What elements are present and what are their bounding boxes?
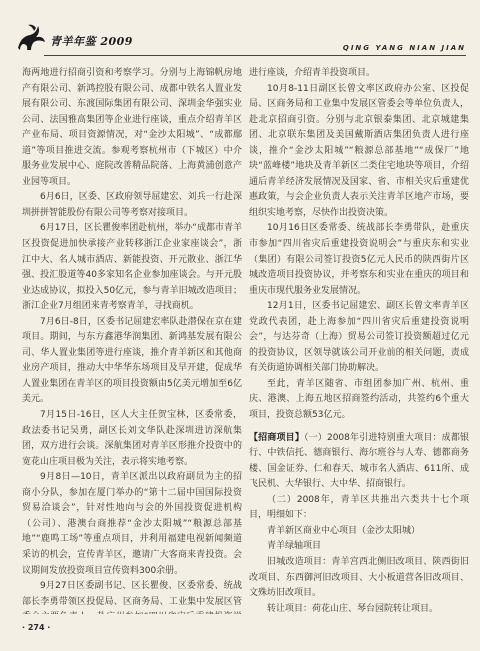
left-column: [22, 66, 242, 614]
paragraph: 9月27日区委副书记、区长瞿俊、区委常委、统战部长李勇带领区投促局、区商务局、工业集中发展区管: [22, 581, 242, 607]
paragraph: 青羊新区商业中心项目（金沙太阳城）: [267, 525, 421, 536]
paragraph: 青羊绿轴项目: [267, 541, 322, 552]
section-text: （一）2008年引进特别重大项目：成都银行、中铁信托、德商银行、海尔班谷与人寿、德都商务楼、国金证券、仁和春天、城市名人酒店、611所、成飞民机、大华银行、大中华、招商银行。: [249, 432, 469, 490]
paragraph: 10月8-11日副区长曾文率区政府办公室、区投促局、区商务局和工业集中发展区管委会等单位负责人，赴北京招商引资。分别与北京银泰集团、北京城建集团、北京联东集团及美国戴斯酒店集团负责人进行座谈，推介“金沙太阳城”“粮源总部基地”“成保厂”地块“蓝峰楼”地块及青羊新区二类住宅地块等项目，介绍通后青羊经济发展情况及国家、省、市相关灾后重建优惠政策，与会企业负责人表示关注青羊区地产市场，要组织实地考察，尽快作出投资决策。: [249, 83, 469, 218]
right-column: [249, 66, 469, 614]
header-divider: [44, 55, 466, 56]
paragraph: 9月8日—10日，青羊区派出以政府副员为主的招商小分队，参加在厦门举办的“第十二届中国国际投资贸易洽谈会”，针对性地向与会的外国投资促进机构（公司）、港澳台商推荐“金沙太阳城”“粮源总部基地”“鹿鸣工场”等重点项目，并利用福建电视新闻频道采访的机会，宣传青羊区，邀请广大客商来青投资。会议期间发放投资项目宣传资料300余册。: [22, 472, 242, 576]
paragraph: 6月17日，区长瞿俊率团赴杭州，举办“成都市青羊区投资促进加快承接产业转移浙江企业家座谈会”，浙江中大、名人城市酒店、新能投资、开元散业、浙江华强、投汇股道等40多家知名企业参加座谈会。与开元股业达成协议，拟投入50亿元，参与青羊旧城改造项目；浙江企业7月组团来青考察青羊，寻找商机。: [22, 223, 242, 312]
paragraph: 旧城改造项目：青羊宫西北侧旧改项目、陕西街旧改项目、东西御河旧改项目、大小板道营各旧改项目、文殊坊旧改项目。: [249, 556, 469, 599]
paragraph: 进行座谈，介绍青羊投资项目。: [249, 68, 376, 78]
paragraph: 至此，青羊区随省、市组团参加广州、杭州、重庆、港澳、上海五地区招商签约活动，共签约6个重大项目，投资总额53亿元。: [249, 378, 469, 421]
paragraph: （二）2008年，青羊区共推出六类共十七个项目，明细如下：: [249, 494, 469, 521]
section-tag: 【招商项目】: [249, 432, 304, 443]
page-number: · 274 ·: [22, 623, 51, 632]
paragraph: 7月6日-8日，区委书记屈建宏率队赴潜保在京在建项目。期间，与东方鑫港华润集团、新鸿基发展有限公司、华人置业集团等进行座谈，推介青羊新区和其他商业房产项目，推动大中华华东场项目及早开建，促成华人置业集团在青羊区的项目投资额由5亿美元增加至6亿美元。: [22, 316, 242, 405]
paragraph: 海两地进行招商引资和考察学习。分别与上海锦帆房地产有限公司、新鸿控股有限公司、成都中铁名人置业发展有限公司、东渡国际集团有限公司、深圳金华强实业公司、法国雅高集团等企业进行座谈，重点介绍青羊区产业布局、项目资源情况，对“金沙太阳城”、“成都鄢道”等项目推进交流。参观考察杭州市（下城区）中介服务业发展中心、庭院改善精品院落、上海黄浦创意产业园等项目。: [22, 68, 242, 187]
paragraph: 转让项目：荷花山庄、琴台园院转让项目。: [267, 603, 439, 614]
yearbook-title: 青羊年鉴 2009: [50, 35, 133, 48]
header-english-title: QING YANG NIAN JIAN: [342, 44, 466, 52]
goat-logo-icon: [14, 22, 48, 52]
paragraph: 10月16日区委常委、统战部长李勇带队，赴重庆市参加“四川省灾后重建投资说明会”与重庆东和实业（集团）有限公司签订投资5亿元人民币的陕西街片区城改造项目投资协议，并考察东和实业在重庆的项目和重庆市现代服务业发展情况。: [249, 223, 469, 296]
yearbook-logo: [14, 22, 133, 52]
paragraph: 12月1日，区委书记屈建宏、副区长曾文率青羊区党政代表团，赴上海参加“四川省灾后重建投资说明会”，与达芬奇（上海）贸易公司签订投资额超过亿元的投资协议，区领导就该公司开业前的相关问题，责成有关街道协调相关部门协助解决。: [249, 301, 469, 374]
paragraph: 7月15日-16日，区人大主任贺宝林，区委常委，政法委书记吴勇，副区长刘文华队赴深圳进访深航集团，双方进行会谈。深航集团对青羊区形推介投资中的宽花山庄项目极为关注，表示将实地考察。: [22, 410, 242, 467]
page-header: [0, 0, 480, 64]
section-paragraph: [249, 431, 469, 493]
paragraph: 6月6日，区委、区政府领导屈建宏、刘兵一行赴深圳拼拼智能股份有限公司等考察对接项目。: [22, 192, 242, 218]
